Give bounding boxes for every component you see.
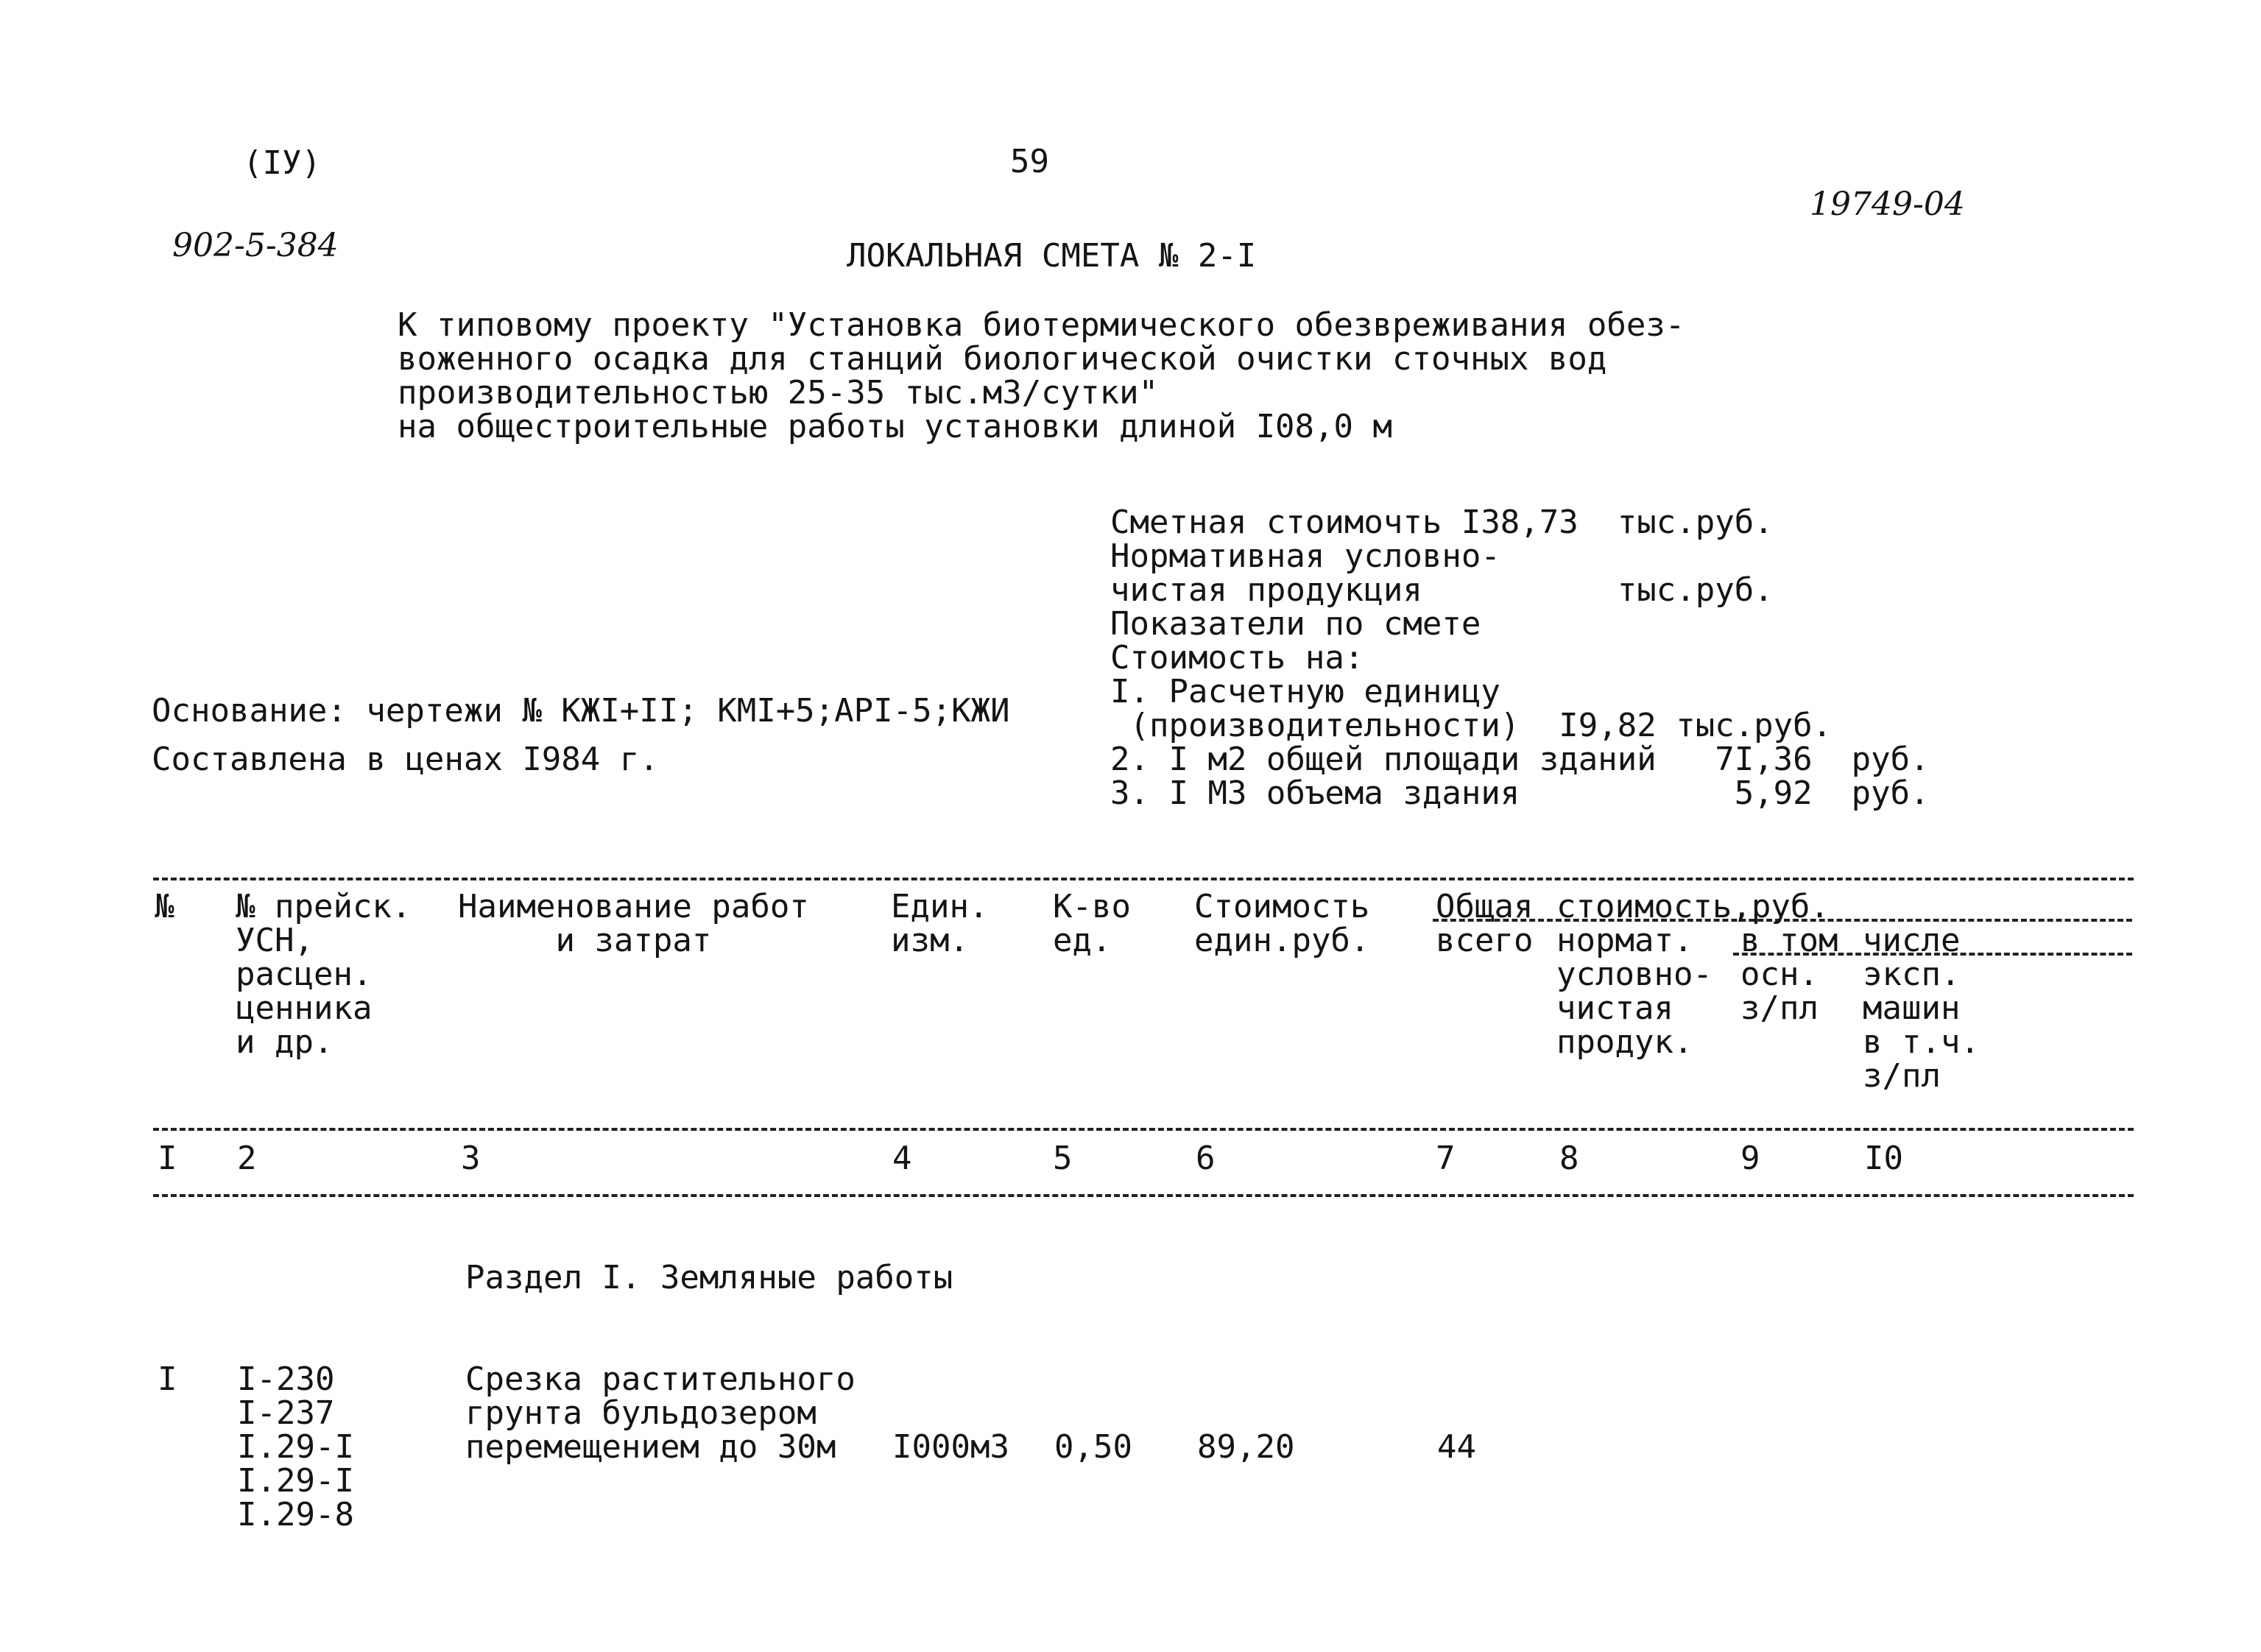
- header-text: Един.: [891, 888, 989, 925]
- summary-line: Сметная стоимочть I38,73 тыс.руб.: [1110, 504, 1774, 541]
- row-unit-cost: 89,20: [1197, 1428, 1295, 1466]
- header-text: в т.ч.: [1863, 1023, 1980, 1061]
- header-text: чистая: [1556, 989, 1673, 1027]
- column-number: 2: [237, 1140, 257, 1177]
- header-text: осн.: [1740, 956, 1819, 993]
- header-text: расцен.: [236, 956, 373, 993]
- section-roman: (IУ): [243, 144, 321, 182]
- summary-line: Стоимость на:: [1110, 639, 1364, 677]
- column-number: 7: [1436, 1140, 1456, 1177]
- summary-line: чистая продукция тыс.руб.: [1110, 571, 1774, 609]
- column-number: I0: [1864, 1140, 1903, 1177]
- handwritten-code-right: 19749-04: [1810, 186, 1965, 223]
- column-number: 6: [1196, 1140, 1216, 1177]
- summary-line: Показатели по смете: [1110, 605, 1481, 643]
- summary-line: 3. I М3 объема здания 5,92 руб.: [1110, 774, 1930, 812]
- column-number: 4: [892, 1140, 912, 1177]
- header-text: нормат.: [1556, 922, 1693, 959]
- table-rule-numbers-bottom: [153, 1194, 2134, 1197]
- intro-line: производительностью 25-35 тыс.м3/сутки": [398, 374, 1159, 412]
- header-text: машин: [1863, 989, 1961, 1027]
- row-code: I-230: [237, 1360, 335, 1398]
- header-text: УСН,: [236, 922, 314, 959]
- row-code: I.29-I: [237, 1462, 354, 1500]
- header-text: эксп.: [1863, 956, 1961, 993]
- row-quantity: 0,50: [1054, 1428, 1132, 1466]
- summary-line: (производительности) I9,82 тыс.руб.: [1110, 707, 1833, 744]
- row-name-line: Срезка растительного: [465, 1360, 856, 1398]
- header-text: К-во: [1053, 888, 1131, 925]
- row-unit: I000м3: [892, 1428, 1009, 1466]
- table-rule-top: [153, 878, 2134, 880]
- summary-line: 2. I м2 общей площади зданий 7I,36 руб.: [1110, 741, 1930, 778]
- header-text: всего: [1436, 922, 1534, 959]
- summary-line: I. Расчетную единицу: [1110, 673, 1500, 710]
- header-text: и др.: [236, 1023, 334, 1061]
- header-cost-group: стоимость,руб.: [1556, 888, 1830, 925]
- basis-line: Основание: чертежи № КЖI+II; КМI+5;АРI-5;КЖИ: [152, 692, 1010, 730]
- header-text: Наименование работ: [458, 888, 809, 925]
- column-number: 8: [1559, 1140, 1579, 1177]
- header-text: ед.: [1053, 922, 1112, 959]
- header-text: в том: [1740, 922, 1838, 959]
- row-code: I.29-I: [237, 1428, 354, 1466]
- page-number: 59: [1010, 143, 1049, 180]
- row-code: I-237: [237, 1394, 335, 1432]
- header-text: продук.: [1556, 1023, 1693, 1061]
- intro-line: К типовому проекту "Установка биотермического обезвреживания обез-: [398, 306, 1685, 344]
- header-text: Общая: [1436, 888, 1534, 925]
- row-number: I: [158, 1360, 177, 1398]
- header-text: з/пл: [1740, 989, 1819, 1027]
- handwritten-code-left: 902-5-384: [172, 227, 339, 264]
- header-text: изм.: [891, 922, 969, 959]
- intro-line: воженного осадка для станций биологической очистки сточных вод: [398, 340, 1607, 378]
- header-text: ценника: [236, 989, 373, 1027]
- column-number: 5: [1053, 1140, 1073, 1177]
- row-total: 44: [1437, 1428, 1476, 1466]
- section-title: Раздел I. Земляные работы: [465, 1259, 953, 1296]
- header-text: № прейск.: [236, 888, 412, 925]
- row-code: I.29-8: [237, 1496, 354, 1533]
- table-rule-header-bottom: [153, 1128, 2134, 1131]
- header-text: №: [155, 888, 174, 925]
- column-number: 9: [1740, 1140, 1760, 1177]
- document-title: ЛОКАЛЬНАЯ СМЕТА № 2-I: [847, 237, 1257, 275]
- column-number: 3: [461, 1140, 481, 1177]
- row-name-line: перемещением до 30м: [465, 1428, 836, 1466]
- column-number: I: [158, 1140, 177, 1177]
- prices-line: Составлена в ценах I984 г.: [152, 741, 659, 778]
- summary-line: Нормативная условно-: [1110, 537, 1500, 575]
- row-name-line: грунта бульдозером: [465, 1394, 816, 1432]
- header-text: Стоимость: [1194, 888, 1370, 925]
- intro-line: на общестроительные работы установки длиной I08,0 м: [398, 408, 1393, 445]
- header-text: условно-: [1556, 956, 1712, 993]
- header-text: з/пл: [1863, 1057, 1941, 1095]
- header-chisle: числе: [1863, 922, 1961, 959]
- header-text: един.руб.: [1194, 922, 1370, 959]
- header-text: и затрат: [458, 922, 712, 959]
